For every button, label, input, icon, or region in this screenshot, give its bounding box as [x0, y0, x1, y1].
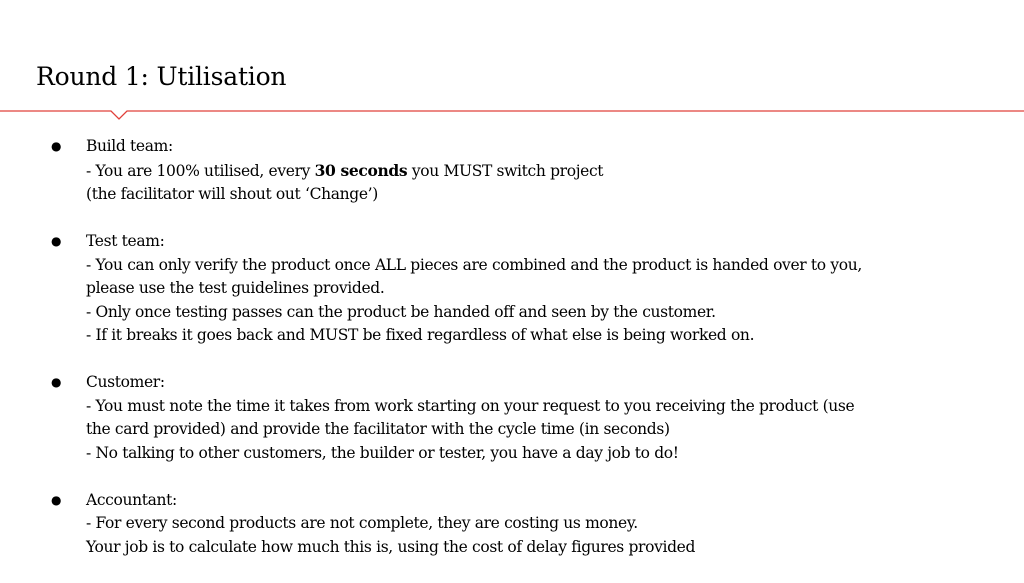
build-team-line-1-pre: - You are 100% utilised, every: [86, 161, 315, 180]
bullet-icon: ●: [51, 375, 62, 389]
build-team-heading: Build team:: [86, 137, 173, 155]
customer-heading: Customer:: [86, 373, 165, 391]
bullet-icon: ●: [51, 139, 62, 153]
build-team-emphasis: 30 seconds: [314, 160, 408, 180]
slide-title: Round 1: Utilisation: [36, 62, 287, 91]
bullet-test-team: [0, 230, 1024, 348]
test-team-heading: Test team:: [86, 232, 165, 250]
bullet-build-team: [0, 135, 1024, 207]
accountant-heading: Accountant:: [86, 490, 177, 509]
divider-line: [0, 111, 1024, 119]
customer-line-1: - You must note the time it takes from work starting on your request to you receiving the product (use: [86, 396, 855, 415]
title-divider: [0, 104, 1024, 128]
test-team-line-4: - If it breaks it goes back and MUST be fixed regardless of what else is being worked on.: [86, 326, 755, 344]
build-team-line-1: [86, 159, 1024, 184]
test-team-line-3: - Only once testing passes can the product be handed off and seen by the customer.: [86, 302, 716, 321]
accountant-line-2: Your job is to calculate how much this is, using the cost of delay figures provided: [86, 537, 696, 556]
bullet-customer: [0, 371, 1024, 465]
accountant-line-1: - For every second products are not complete, they are costing us money.: [86, 514, 638, 532]
build-team-line-1-post: you MUST switch project: [407, 161, 604, 180]
build-team-line-2: (the facilitator will shout out ‘Change’): [86, 185, 378, 203]
customer-line-2: the card provided) and provide the facilitator with the cycle time (in seconds): [86, 420, 670, 438]
bullet-accountant: [0, 489, 1024, 560]
bullet-icon: ●: [51, 492, 62, 507]
bullet-list: [0, 135, 1024, 583]
test-team-line-1: - You can only verify the product once ALL pieces are combined and the product is handed over to you,: [86, 255, 862, 274]
bullet-icon: ●: [51, 234, 62, 248]
test-team-line-2: please use the test guidelines provided.: [86, 279, 385, 297]
customer-line-3: - No talking to other customers, the builder or tester, you have a day job to do!: [86, 443, 679, 462]
